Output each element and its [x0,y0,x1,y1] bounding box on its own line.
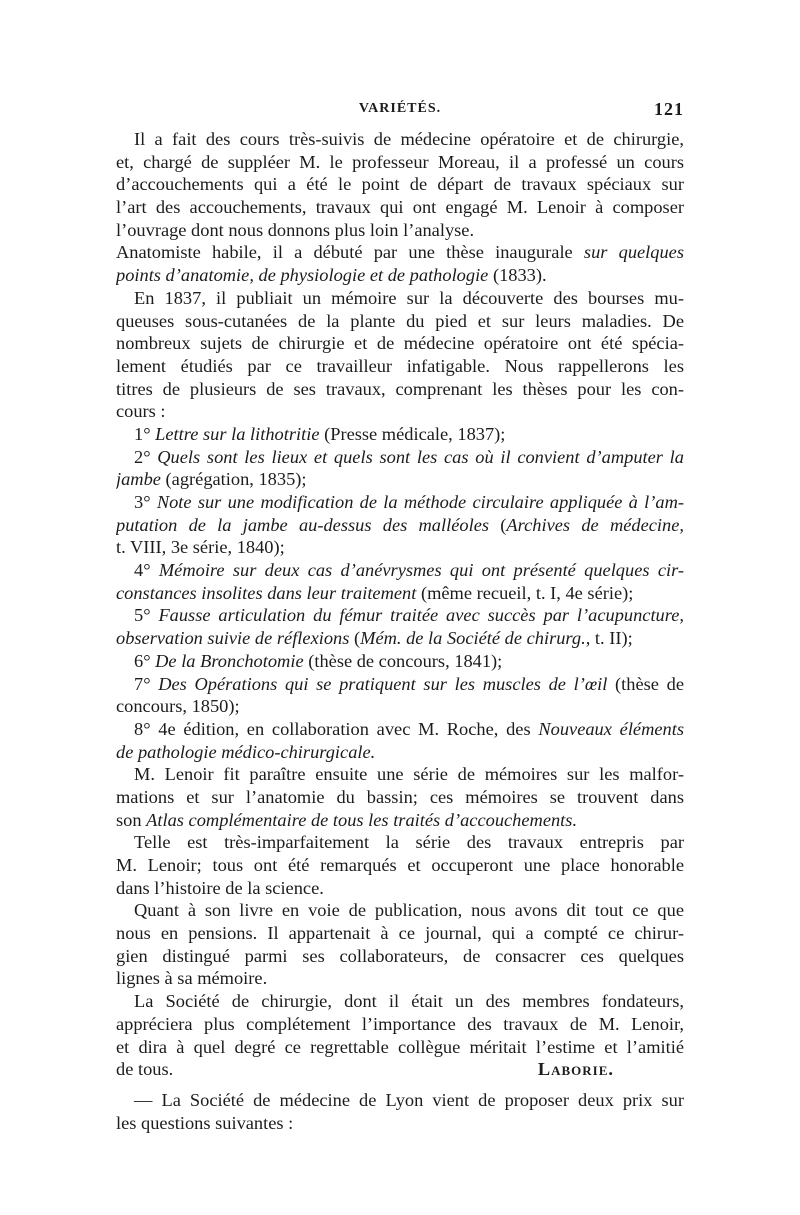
paragraph [116,899,684,990]
text-line: concours, 1850); [116,696,240,717]
paragraph [116,287,684,423]
list-item: 1° Lettre sur la lithotritie (Presse médicale, 1837); [134,423,506,444]
list-item: 8° 4e édition, en collaboration avec M. Roche, des Nouveaux éléments [134,718,684,739]
text-line: constances insolites dans leur traitement (même recueil, t. I, 4e série); [116,582,634,603]
text-line: l’art des accouchements, travaux qui ont engagé M. Lenoir à composer [116,197,684,218]
text-line: t. VIII, 3e série, 1840); [116,537,285,558]
italic-title: points d’anatomie, de physiologie et de pathologie [116,265,489,286]
paragraph [116,128,684,241]
text-line: de pathologie médico-chirurgicale. [116,741,376,762]
text-line: — La Société de médecine de Lyon vient de proposer deux prix sur [134,1089,684,1110]
list-item: 2° Quels sont les lieux et quels sont les cas où il convient d’amputer la [134,446,684,467]
text-line: l’ouvrage dont nous donnons plus loin l’analyse. [116,219,475,240]
text-line: jambe (agrégation, 1835); [116,469,307,490]
list-item: 7° Des Opérations qui se pratiquent sur les muscles de l’œil (thèse de [134,673,684,694]
list-item: 6° De la Bronchotomie (thèse de concours, 1841); [134,650,503,671]
text-line: Anatomiste habile, il a débuté par une thèse inaugurale sur quelques [116,242,684,263]
text-line: M. Lenoir fit paraître ensuite une série de mémoires sur les malfor- [134,764,684,785]
text-line: titres de plusieurs de ses travaux, comprenant les thèses pour les con- [116,378,684,399]
paragraph [116,831,684,899]
paragraph [116,763,684,831]
text-line: cours : [116,401,166,422]
text-line: Telle est très-imparfaitement la série des travaux entrepris par [134,832,684,853]
text-line: les questions suivantes : [116,1112,294,1133]
text-line: Quant à son livre en voie de publication, nous avons dit tout ce que [134,900,684,921]
paragraph [116,241,684,286]
text-line: et, chargé de suppléer M. le professeur Moreau, il a professé un cours [116,151,684,172]
author-signature: Laborie. [537,1059,614,1080]
text-line: En 1837, il publiait un mémoire sur la découverte des bourses mu- [134,287,684,308]
running-title: VARIÉTÉS. [358,101,442,116]
text-line: La Société de chirurgie, dont il était un des membres fondateurs, [134,991,684,1012]
list-item: 5° Fausse articulation du fémur traitée avec succès par l’acupuncture, [134,605,684,626]
text-line: mations et sur l’anatomie du bassin; ces mémoires se trouvent dans [116,786,684,807]
text-line: son Atlas complémentaire de tous les traités d’accouchements. [116,809,578,830]
text-line: points d’anatomie, de physiologie et de pathologie (1833). [116,265,547,286]
list-item: 3° Note sur une modification de la méthode circulaire appliquée à l’am- [134,492,684,512]
text-line: M. Lenoir; tous ont été remarqués et occuperont une place honorable [116,855,684,875]
paragraph [116,1089,684,1134]
text-line: dans l’histoire de la science. [116,877,324,898]
text-line: et dira à quel degré ce regrettable collègue méritait l’estime et l’amitié [116,1036,684,1057]
text-line: gien distingué parmi ses collaborateurs, de consacrer ces quelques [116,945,684,966]
section-gap [116,1081,684,1089]
text-line: observation suivie de réflexions (Mém. de la Société de chirurg., t. II); [116,628,633,649]
text-line: putation de la jambe au-dessus des malléoles (Archives de médecine, [116,514,684,535]
text-line: appréciera plus complétement l’importance des travaux de M. Lenoir, [116,1013,684,1034]
text-line: de tous. Laborie. [116,1059,614,1080]
text-line: queuses sous-cutanées de la plante du pied et sur leurs maladies. De [116,310,684,331]
body-text [116,128,684,1134]
paragraph [116,990,684,1081]
text-line: Il a fait des cours très-suivis de médecine opératoire et de chirurgie, [134,129,684,149]
text-line: lement étudiés par ce travailleur infatigable. Nous rappellerons les [116,355,684,376]
page-header [116,99,684,123]
list-item: 4° Mémoire sur deux cas d’anévrysmes qui ont présenté quelques cir- [134,560,684,581]
text-line: d’accouchements qui a été le point de départ de travaux spéciaux sur [116,174,684,195]
text-line: nous en pensions. Il appartenait à ce journal, qui a compté ce chirur- [116,923,684,944]
works-list [116,423,684,763]
text-line: lignes à sa mémoire. [116,968,268,989]
text-line: nombreux sujets de chirurgie et de médecine opératoire ont été spécia- [116,333,684,354]
italic-title: sur quelques [583,242,684,263]
page-number: 121 [654,99,684,119]
